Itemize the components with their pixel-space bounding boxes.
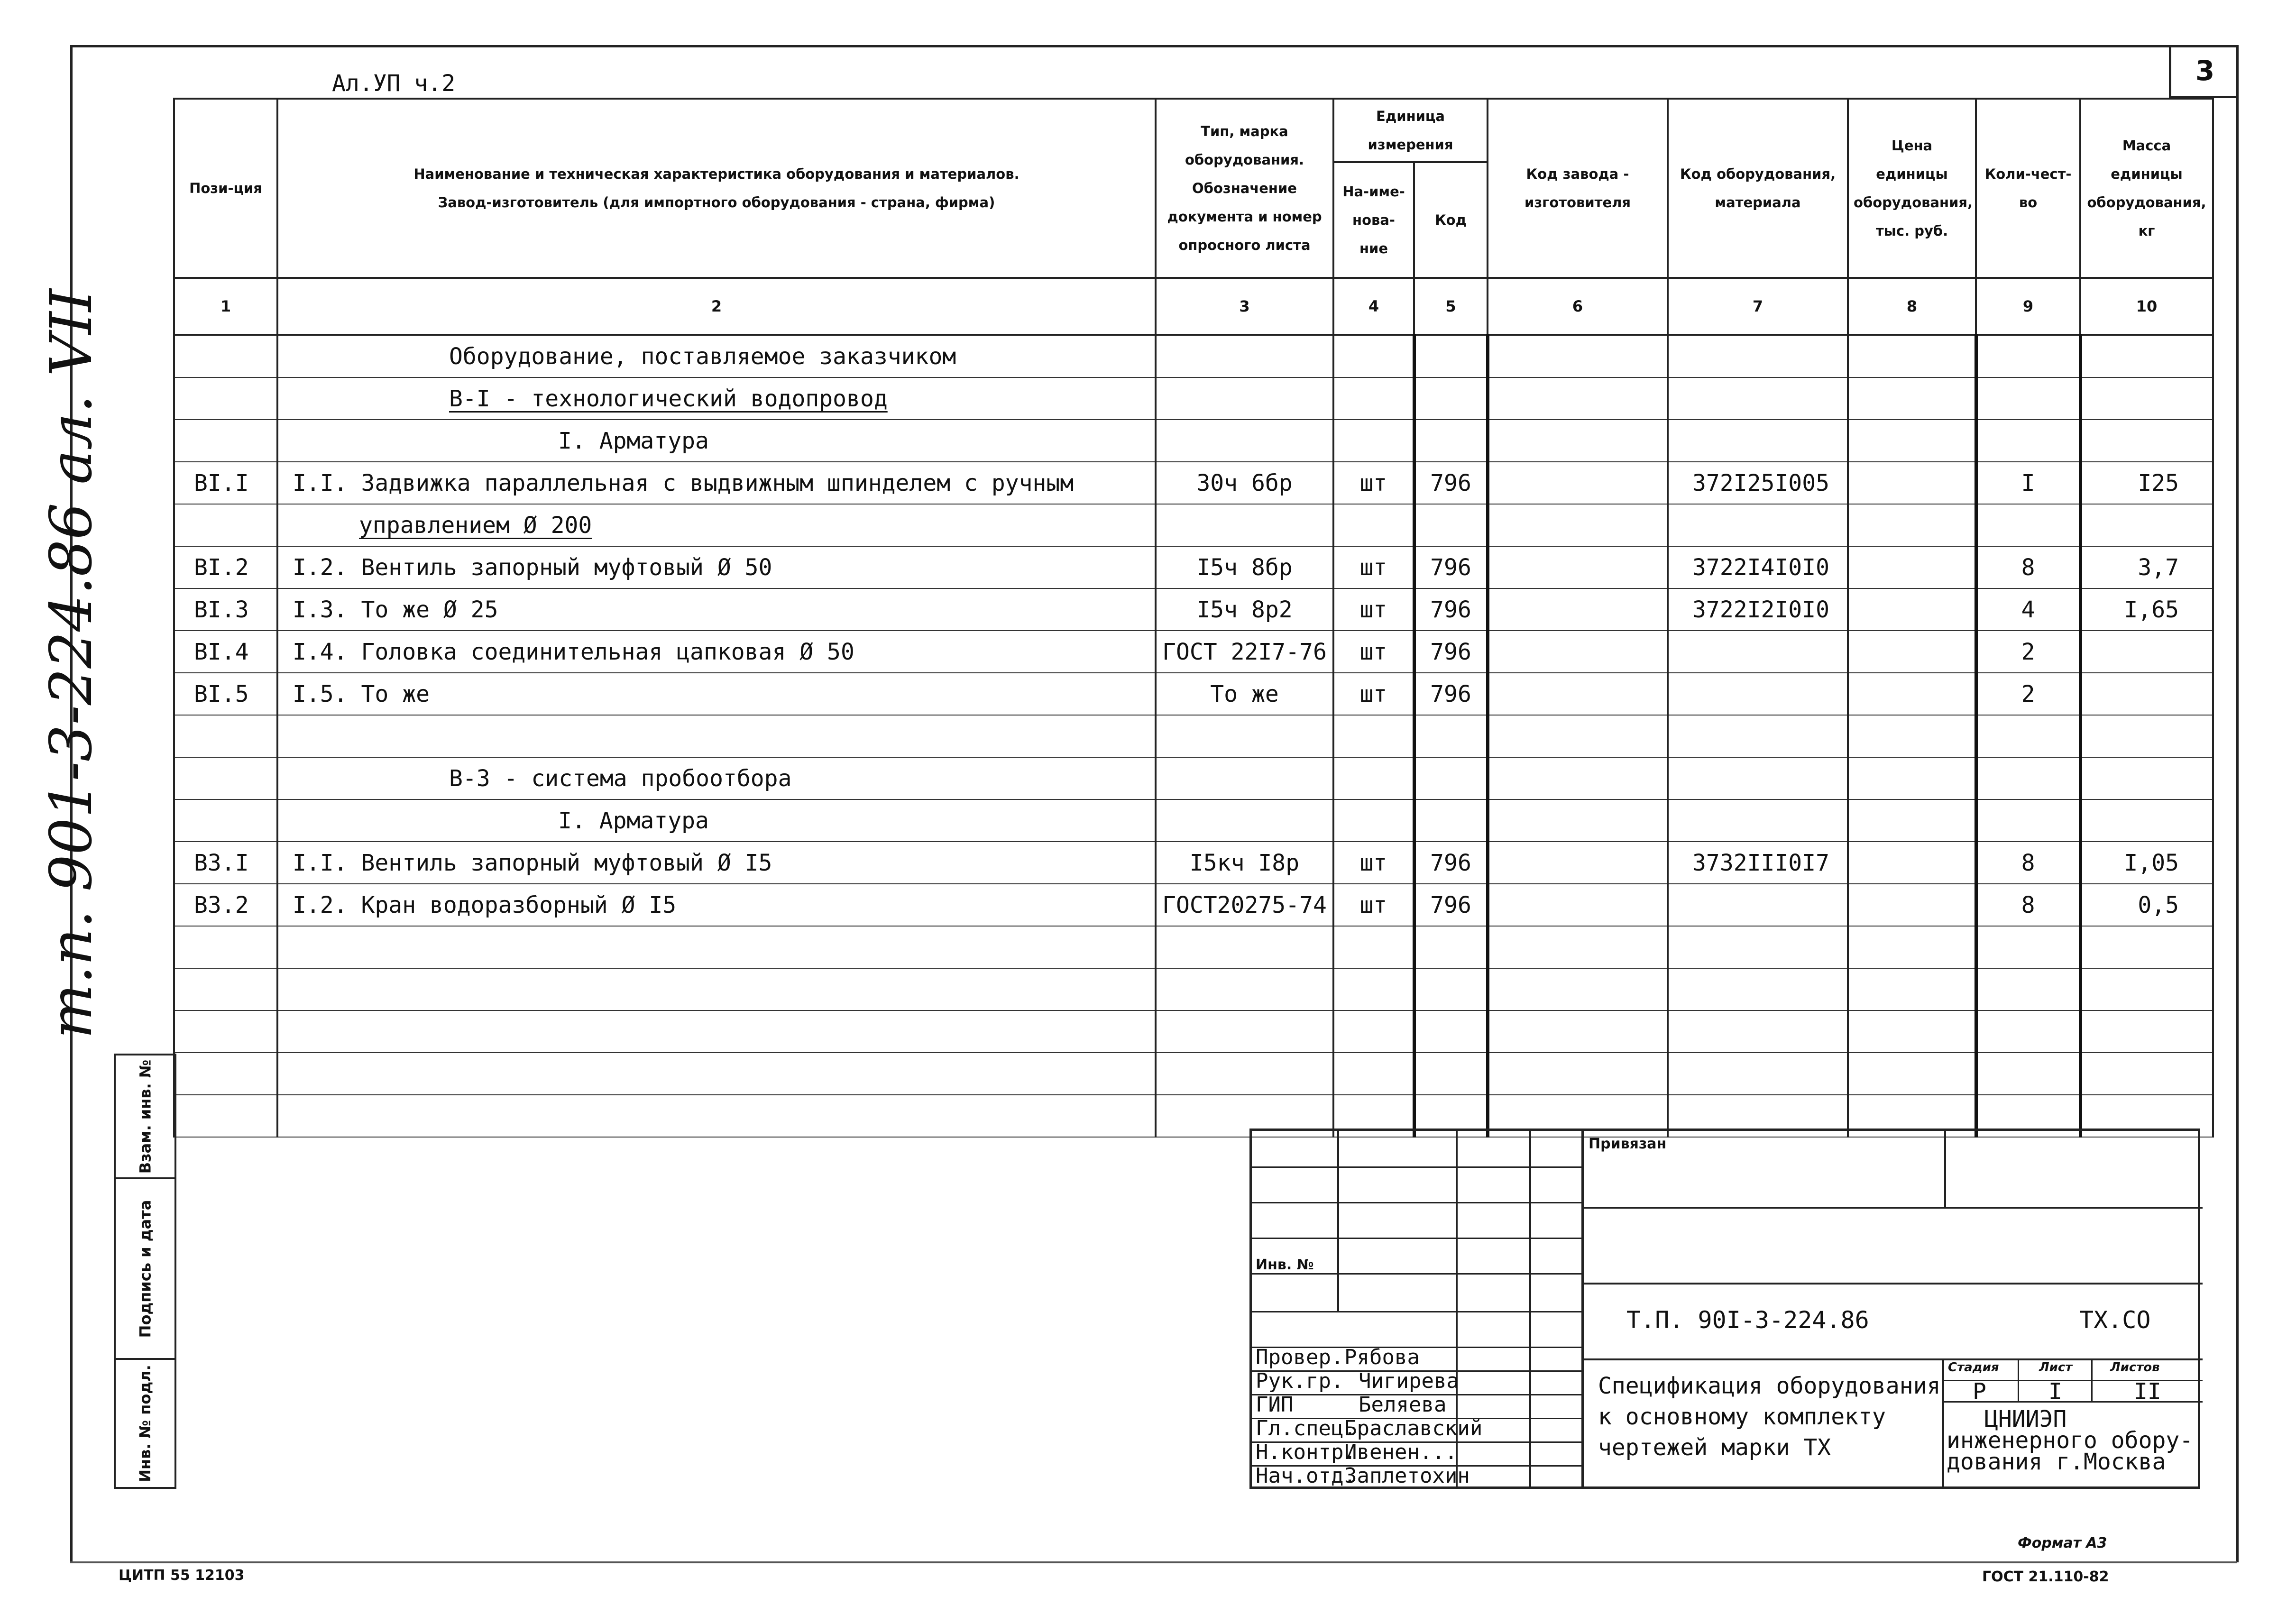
cell-pos: В3.2 xyxy=(174,884,277,926)
cell-unit: шт xyxy=(1333,673,1414,715)
table-row xyxy=(174,757,2213,799)
cell-empty xyxy=(1488,673,1668,715)
cell-empty xyxy=(1488,968,1668,1010)
cell-empty xyxy=(1488,631,1668,673)
cell-qty xyxy=(1976,1010,2080,1053)
cell-mass xyxy=(2080,1053,2213,1095)
cell-mass xyxy=(2080,968,2213,1010)
signer-role: Провер. xyxy=(1256,1345,1344,1369)
cell-unit xyxy=(1333,504,1414,546)
cell-eq xyxy=(1668,884,1848,926)
cell-pos xyxy=(174,335,277,377)
cell-name xyxy=(277,1095,1156,1137)
cell-mass: 0,5 xyxy=(2080,884,2213,926)
cell-mass xyxy=(2080,715,2213,757)
stage-value: Р xyxy=(1973,1378,1986,1405)
cell-mass: 3,7 xyxy=(2080,546,2213,588)
cell-unit: шт xyxy=(1333,588,1414,631)
cell-mass xyxy=(2080,335,2213,377)
signer-role: ГИП xyxy=(1256,1393,1294,1417)
cell-unit: шт xyxy=(1333,842,1414,884)
cell-qty: 2 xyxy=(1976,673,2080,715)
title-line-1: Спецификация оборудования xyxy=(1598,1373,1941,1399)
table-row xyxy=(174,715,2213,757)
cell-pos xyxy=(174,926,277,968)
table-row xyxy=(174,1053,2213,1095)
cell-empty xyxy=(1848,926,1976,968)
cell-qty xyxy=(1976,968,2080,1010)
cell-pos xyxy=(174,504,277,546)
signer-name: Беляева xyxy=(1359,1393,1447,1417)
table-row xyxy=(174,673,2213,715)
header-row-1 xyxy=(174,99,2213,162)
table-row xyxy=(174,631,2213,673)
cell-code: 796 xyxy=(1414,588,1488,631)
column-number-4: 4 xyxy=(1333,278,1414,335)
cell-code xyxy=(1414,377,1488,420)
org-line-2: инженерного обору- xyxy=(1947,1427,2194,1454)
cell-name xyxy=(277,968,1156,1010)
cell-code xyxy=(1414,926,1488,968)
cell-unit xyxy=(1333,715,1414,757)
column-number-3: 3 xyxy=(1156,278,1333,335)
header-unit-name: На-име-нова-ние xyxy=(1333,162,1414,278)
column-number-5: 5 xyxy=(1414,278,1488,335)
cell-pos xyxy=(174,1053,277,1095)
sheets-label: Листов xyxy=(2110,1360,2160,1375)
cell-code xyxy=(1414,968,1488,1010)
title-line-2: к основному комплекту xyxy=(1598,1404,1886,1430)
cell-code: 796 xyxy=(1414,546,1488,588)
column-number-1: 1 xyxy=(174,278,277,335)
cell-pos xyxy=(174,757,277,799)
cell-eq xyxy=(1668,968,1848,1010)
cell-code xyxy=(1414,1053,1488,1095)
cell-eq: 372I25I005 xyxy=(1668,462,1848,504)
cell-eq xyxy=(1668,1010,1848,1053)
cell-code: 796 xyxy=(1414,631,1488,673)
cell-mass xyxy=(2080,504,2213,546)
cell-code xyxy=(1414,420,1488,462)
cell-type: I5кч I8р xyxy=(1156,842,1333,884)
header-type: Тип, марка оборудования. Обозначение документа и номер опросного листа xyxy=(1156,99,1333,278)
cell-empty xyxy=(1488,757,1668,799)
cell-pos xyxy=(174,715,277,757)
cell-eq xyxy=(1668,757,1848,799)
cell-qty xyxy=(1976,757,2080,799)
cell-eq xyxy=(1668,799,1848,842)
cell-name: I.3. То же Ø 25 xyxy=(277,588,1156,631)
header-name: Наименование и техническая характеристика оборудования и материалов. Завод-изготовитель (для импортного оборудования - страна, фирма) xyxy=(277,99,1156,278)
cell-qty xyxy=(1976,377,2080,420)
table-row xyxy=(174,588,2213,631)
vertical-handwritten-note: т.п. 901-3-224.86 ал. VII xyxy=(37,289,105,1039)
cell-pos xyxy=(174,799,277,842)
signer-name: Заплетохин xyxy=(1344,1464,1470,1488)
cell-empty xyxy=(1488,588,1668,631)
cell-name: управлением Ø 200 xyxy=(277,504,1156,546)
cell-eq xyxy=(1668,715,1848,757)
cell-empty xyxy=(1848,546,1976,588)
cell-name: В-3 - система пробоотбора xyxy=(277,757,1156,799)
footer-gost: ГОСТ 21.110-82 xyxy=(1982,1569,2109,1585)
inv-no-label: Инв. № xyxy=(1256,1257,1314,1273)
cell-name xyxy=(277,1053,1156,1095)
org-line-3: дования г.Москва xyxy=(1947,1449,2166,1475)
cell-type: ГОСТ20275-74 xyxy=(1156,884,1333,926)
header-price: Цена единицы оборудования, тыс. руб. xyxy=(1848,99,1976,278)
album-label: Ал.УП ч.2 xyxy=(332,70,456,97)
sheet-label: Лист xyxy=(2039,1360,2073,1375)
cell-type xyxy=(1156,799,1333,842)
cell-qty: 8 xyxy=(1976,842,2080,884)
cell-unit xyxy=(1333,1010,1414,1053)
cell-unit: шт xyxy=(1333,546,1414,588)
cell-type: 30ч 6бр xyxy=(1156,462,1333,504)
specification-table xyxy=(173,98,2214,1138)
cell-empty xyxy=(1488,1053,1668,1095)
cell-type: ГОСТ 22I7-76 xyxy=(1156,631,1333,673)
stage-label: Стадия xyxy=(1948,1360,1999,1375)
cell-mass xyxy=(2080,673,2213,715)
frame-bottom-line xyxy=(70,1561,2237,1563)
header-mass: Масса единицы оборудования, кг xyxy=(2080,99,2213,278)
signer-role: Нач.отд. xyxy=(1256,1464,1356,1488)
stamp-vzam: Взам. инв. № xyxy=(114,1054,176,1179)
cell-unit xyxy=(1333,757,1414,799)
table-row xyxy=(174,1010,2213,1053)
cell-eq xyxy=(1668,504,1848,546)
cell-name: I.I. Вентиль запорный муфтовый Ø I5 xyxy=(277,842,1156,884)
cell-empty xyxy=(1848,715,1976,757)
cell-type xyxy=(1156,504,1333,546)
cell-name xyxy=(277,715,1156,757)
cell-empty xyxy=(1848,1053,1976,1095)
cell-empty xyxy=(1488,377,1668,420)
cell-pos: BI.5 xyxy=(174,673,277,715)
sheet-number: 3 xyxy=(2169,45,2239,98)
cell-type: То же xyxy=(1156,673,1333,715)
cell-name: I.5. То же xyxy=(277,673,1156,715)
doc-code: Т.П. 90I-3-224.86 xyxy=(1626,1306,1869,1334)
cell-empty xyxy=(1848,462,1976,504)
cell-mass xyxy=(2080,1010,2213,1053)
org-line-1: ЦНИИЭП xyxy=(1984,1406,2067,1432)
cell-mass xyxy=(2080,631,2213,673)
cell-eq xyxy=(1668,420,1848,462)
cell-empty xyxy=(1488,420,1668,462)
cell-pos xyxy=(174,420,277,462)
footer-left: ЦИТП 55 12103 xyxy=(119,1567,245,1584)
cell-qty: I xyxy=(1976,462,2080,504)
cell-eq: 3732III0I7 xyxy=(1668,842,1848,884)
cell-unit xyxy=(1333,420,1414,462)
cell-code xyxy=(1414,504,1488,546)
cell-pos: BI.I xyxy=(174,462,277,504)
cell-eq: 3722I2I0I0 xyxy=(1668,588,1848,631)
cell-type xyxy=(1156,926,1333,968)
table-row xyxy=(174,884,2213,926)
cell-unit xyxy=(1333,799,1414,842)
cell-type xyxy=(1156,1053,1333,1095)
cell-empty xyxy=(1488,335,1668,377)
cell-pos xyxy=(174,1095,277,1137)
cell-code xyxy=(1414,1010,1488,1053)
cell-eq xyxy=(1668,631,1848,673)
cell-name xyxy=(277,1010,1156,1053)
cell-qty xyxy=(1976,420,2080,462)
cell-pos xyxy=(174,968,277,1010)
cell-qty: 8 xyxy=(1976,884,2080,926)
cell-pos: BI.4 xyxy=(174,631,277,673)
header-equipment-code: Код оборудования, материала xyxy=(1668,99,1848,278)
cell-code: 796 xyxy=(1414,462,1488,504)
cell-type xyxy=(1156,335,1333,377)
header-factory-code: Код завода - изготовителя xyxy=(1488,99,1668,278)
header-position: Пози-ция xyxy=(174,99,277,278)
table-row xyxy=(174,546,2213,588)
cell-pos xyxy=(174,377,277,420)
header-unit-code: Код xyxy=(1414,162,1488,278)
cell-name: I.I. Задвижка параллельная с выдвижным шпинделем с ручным xyxy=(277,462,1156,504)
header-quantity: Коли-чест-во xyxy=(1976,99,2080,278)
cell-qty xyxy=(1976,1053,2080,1095)
cell-pos: BI.3 xyxy=(174,588,277,631)
table-row xyxy=(174,799,2213,842)
cell-qty: 2 xyxy=(1976,631,2080,673)
stamp-podpis: Подпись и дата xyxy=(114,1177,176,1360)
cell-unit xyxy=(1333,377,1414,420)
cell-type: I5ч 8бр xyxy=(1156,546,1333,588)
privyazan-label: Привязан xyxy=(1589,1136,1667,1152)
cell-eq: 3722I4I0I0 xyxy=(1668,546,1848,588)
cell-eq xyxy=(1668,335,1848,377)
footer-format: Формат А3 xyxy=(2018,1535,2107,1551)
table-row xyxy=(174,504,2213,546)
cell-code xyxy=(1414,335,1488,377)
cell-unit: шт xyxy=(1333,462,1414,504)
cell-unit xyxy=(1333,968,1414,1010)
cell-type xyxy=(1156,757,1333,799)
cell-code: 796 xyxy=(1414,884,1488,926)
cell-empty xyxy=(1848,631,1976,673)
cell-code: 796 xyxy=(1414,673,1488,715)
cell-code xyxy=(1414,757,1488,799)
cell-empty xyxy=(1488,546,1668,588)
signer-name: Браславский xyxy=(1344,1416,1483,1440)
cell-eq xyxy=(1668,377,1848,420)
cell-mass: I,05 xyxy=(2080,842,2213,884)
cell-qty xyxy=(1976,926,2080,968)
cell-empty xyxy=(1848,1010,1976,1053)
cell-empty xyxy=(1488,715,1668,757)
cell-empty xyxy=(1848,799,1976,842)
cell-type xyxy=(1156,1010,1333,1053)
cell-empty xyxy=(1848,884,1976,926)
cell-unit xyxy=(1333,1053,1414,1095)
cell-empty xyxy=(1848,335,1976,377)
signer-name: Рябова xyxy=(1344,1345,1420,1369)
cell-type xyxy=(1156,420,1333,462)
cell-type xyxy=(1156,968,1333,1010)
cell-empty xyxy=(1488,799,1668,842)
cell-name xyxy=(277,926,1156,968)
cell-eq xyxy=(1668,926,1848,968)
signer-role: Рук.гр. xyxy=(1256,1369,1344,1393)
cell-pos: В3.I xyxy=(174,842,277,884)
cell-type: I5ч 8р2 xyxy=(1156,588,1333,631)
cell-mass xyxy=(2080,799,2213,842)
cell-mass xyxy=(2080,926,2213,968)
cell-empty xyxy=(1488,926,1668,968)
cell-unit xyxy=(1333,335,1414,377)
cell-mass xyxy=(2080,377,2213,420)
cell-name: I. Арматура xyxy=(277,799,1156,842)
sheet-value: I xyxy=(2048,1378,2062,1405)
cell-empty xyxy=(1488,842,1668,884)
table-row xyxy=(174,842,2213,884)
cell-name: I.2. Кран водоразборный Ø I5 xyxy=(277,884,1156,926)
table-row xyxy=(174,420,2213,462)
cell-empty xyxy=(1488,1010,1668,1053)
cell-empty xyxy=(1848,757,1976,799)
cell-name: Оборудование, поставляемое заказчиком xyxy=(277,335,1156,377)
signer-name: Ивенен... xyxy=(1344,1440,1458,1464)
cell-eq xyxy=(1668,673,1848,715)
table-row xyxy=(174,926,2213,968)
column-number-10: 10 xyxy=(2080,278,2213,335)
column-number-row xyxy=(174,278,2213,335)
cell-name: I.2. Вентиль запорный муфтовый Ø 50 xyxy=(277,546,1156,588)
cell-qty xyxy=(1976,799,2080,842)
cell-empty xyxy=(1848,504,1976,546)
cell-empty xyxy=(1848,420,1976,462)
cell-code: 796 xyxy=(1414,842,1488,884)
cell-mass xyxy=(2080,420,2213,462)
cell-pos xyxy=(174,1010,277,1053)
cell-unit: шт xyxy=(1333,884,1414,926)
signer-name: Чигирева xyxy=(1359,1369,1459,1393)
cell-qty: 8 xyxy=(1976,546,2080,588)
cell-code xyxy=(1414,799,1488,842)
cell-empty xyxy=(1848,968,1976,1010)
cell-empty xyxy=(1848,377,1976,420)
cell-qty: 4 xyxy=(1976,588,2080,631)
cell-empty xyxy=(1488,884,1668,926)
cell-name: I. Арматура xyxy=(277,420,1156,462)
column-number-8: 8 xyxy=(1848,278,1976,335)
cell-qty xyxy=(1976,335,2080,377)
cell-empty xyxy=(1488,504,1668,546)
sheets-value: II xyxy=(2134,1378,2161,1405)
title-line-3: чертежей марки ТХ xyxy=(1598,1434,1831,1461)
cell-empty xyxy=(1848,588,1976,631)
column-number-9: 9 xyxy=(1976,278,2080,335)
cell-unit: шт xyxy=(1333,631,1414,673)
cell-unit xyxy=(1333,926,1414,968)
cell-qty xyxy=(1976,715,2080,757)
table-row xyxy=(174,968,2213,1010)
cell-mass: I25 xyxy=(2080,462,2213,504)
cell-mass: I,65 xyxy=(2080,588,2213,631)
cell-pos: BI.2 xyxy=(174,546,277,588)
column-number-7: 7 xyxy=(1668,278,1848,335)
table-row xyxy=(174,462,2213,504)
cell-name: В-I - технологический водопровод xyxy=(277,377,1156,420)
table-row xyxy=(174,335,2213,377)
cell-empty xyxy=(1488,462,1668,504)
header-unit: Единица измерения xyxy=(1333,99,1488,162)
cell-eq xyxy=(1668,1053,1848,1095)
column-number-2: 2 xyxy=(277,278,1156,335)
signer-role: Н.контр. xyxy=(1256,1440,1356,1464)
cell-qty xyxy=(1976,504,2080,546)
cell-type xyxy=(1156,715,1333,757)
cell-empty xyxy=(1848,673,1976,715)
cell-empty xyxy=(1848,842,1976,884)
doc-mark: ТХ.СО xyxy=(2079,1306,2151,1334)
cell-mass xyxy=(2080,757,2213,799)
title-block xyxy=(1249,1129,2200,1489)
cell-name: I.4. Головка соединительная цапковая Ø 50 xyxy=(277,631,1156,673)
column-number-6: 6 xyxy=(1488,278,1668,335)
stamp-inv-podl: Инв. № подл. xyxy=(114,1358,176,1489)
signer-role: Гл.спец. xyxy=(1256,1416,1356,1440)
cell-type xyxy=(1156,377,1333,420)
cell-code xyxy=(1414,715,1488,757)
table-row xyxy=(174,377,2213,420)
